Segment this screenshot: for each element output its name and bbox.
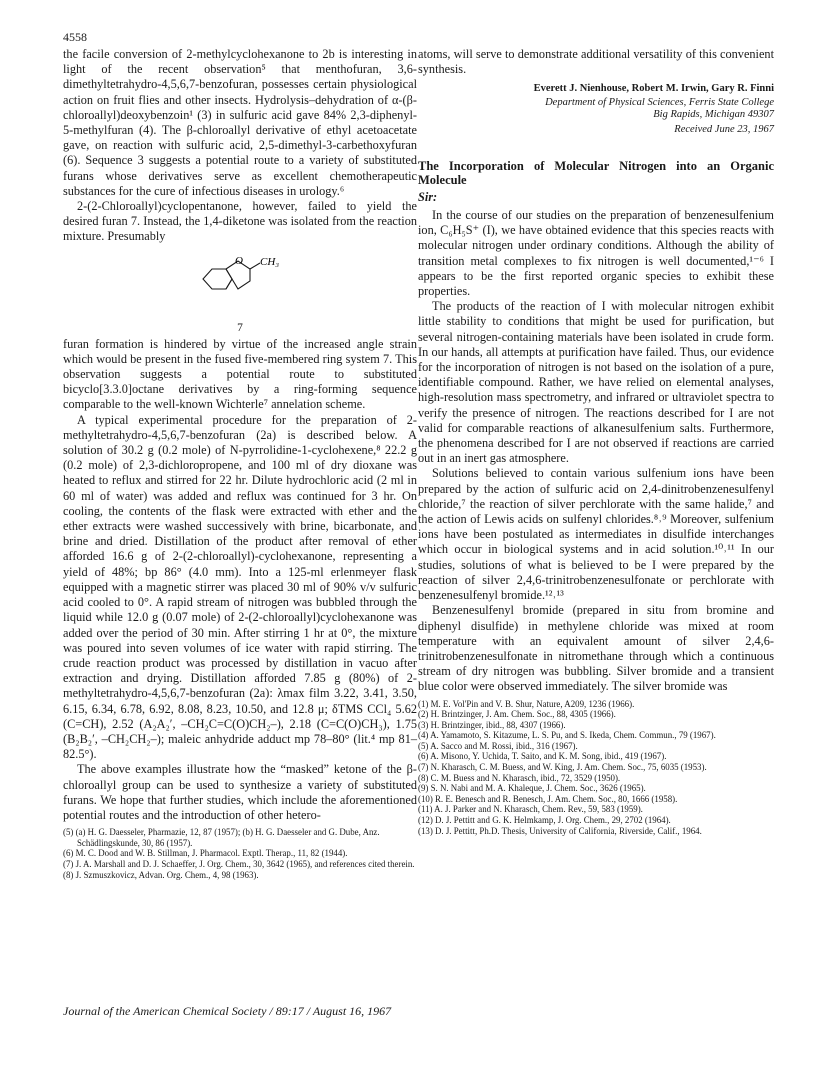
affiliation-location: Big Rapids, Michigan 49307 xyxy=(653,109,774,121)
reference-item: (8) C. M. Buess and N. Kharasch, ibid., 72, 3529 (1950). xyxy=(418,772,621,783)
paragraph: 2-(2-Chloroallyl)cyclopentanone, however, failed to yield the desired furan 7. Instead, the 1,4-diketone was isolated from the reaction mixture. Presumably xyxy=(63,199,417,244)
paragraph: the facile conversion of 2-methylcyclohexanone to 2b is interesting in light of the recent observation⁵ that menthofuran, 3,6-dimethyltetrahydro-4,5,6,7-benzofuran, possesses certain physiological action on fruit flies and other insects. Hydrolysis–dehydration of α-(β-chloroallyl)deoxybenzoin¹ (3) in sulfuric acid gave 84% 2,3-diphenyl-5-methylfuran (4). The β-chloroallyl derivative of ethyl acetoacetate gave, on reaction with sulfuric acid, 2,5-dimethyl-3-carbethoxyfuran (6). Sequence 3 suggests a potential route to a variety of substituted furans whose derivatives serve as excellent chemotherapeutic substances for the cure of infectious diseases in urology.⁶ xyxy=(63,47,417,198)
reference-item: (3) H. Brintzinger, ibid., 88, 4307 (1966). xyxy=(418,719,566,730)
reference-item: (10) R. E. Benesch and R. Benesch, J. Am. Chem. Soc., 80, 1666 (1958). xyxy=(418,793,678,804)
page-number: 4558 xyxy=(63,30,87,44)
reference-item: (12) D. J. Pettitt and G. K. Helmkamp, J. Org. Chem., 29, 2702 (1964). xyxy=(418,815,671,826)
journal-footer: Journal of the American Chemical Society / 89:17 / August 16, 1967 xyxy=(63,1004,392,1018)
salutation: Sir: xyxy=(418,189,438,204)
received-date: Received June 23, 1967 xyxy=(674,123,774,135)
reference-item: (13) D. J. Pettitt, Ph.D. Thesis, University of California, Riverside, Calif., 1964. xyxy=(418,825,702,836)
references-left xyxy=(63,827,417,880)
structure-drawing xyxy=(198,247,288,317)
chemical-structure-7 xyxy=(63,247,417,335)
paragraph: The products of the reaction of I with molecular nitrogen exhibit little stability to conditions that might be used for purification, but several nitrogen-containing materials have been isolated in crude form. In our hands, all attempts at purification have failed. Thus, our evidence for the incorporation of nitrogen is not based on the isolation of a pure, identifiable compound. Rather, we have relied on elemental analyses, high-resolution mass spectrometry, and infrared or ultraviolet spectra to verify the presence of nitrogen. The reactions described for I are not valid for comparable reactions of alkanesulfenium salts. Furthermore, the phenomena described for I are not observed if reactions are carried out in an inert gas atmosphere. xyxy=(418,299,774,466)
references-right xyxy=(418,699,774,837)
paragraph: furan formation is hindered by virtue of the increased angle strain which would be present in the fused five-membered ring system 7. This observation suggests a potential route to substituted bicyclo[3.3.0]octane derivatives by a ring-forming sequence comparable to the well-known Wichterle⁷ annelation scheme. xyxy=(63,336,417,412)
reference-item: (8) J. Szmuszkovicz, Advan. Org. Chem., 4, 98 (1963). xyxy=(63,869,259,880)
ring-oxygen-label: O xyxy=(235,254,243,267)
reference-item: (6) A. Misono, Y. Uchida, T. Saito, and K. M. Song, ibid., 419 (1967). xyxy=(418,751,667,762)
reference-item: (6) M. C. Dood and W. B. Stillman, J. Pharmacol. Exptl. Therap., 11, 82 (1944). xyxy=(63,848,348,859)
right-column xyxy=(418,47,774,836)
reference-item: (1) M. E. Vol'Pin and V. B. Shur, Nature, A209, 1236 (1966). xyxy=(418,698,635,709)
reference-item: (9) S. N. Nabi and M. A. Khaleque, J. Chem. Soc., 3626 (1965). xyxy=(418,783,646,794)
methyl-label: CH₃ xyxy=(260,255,280,268)
fused-bond xyxy=(226,269,232,289)
reference-item: (2) H. Brintzinger, J. Am. Chem. Soc., 88, 4305 (1966). xyxy=(418,709,616,720)
methyl-bond xyxy=(250,263,260,269)
authors: Everett J. Nienhouse, Robert M. Irwin, Gary R. Finni xyxy=(533,83,774,95)
reference-item: (11) A. J. Parker and N. Kharasch, Chem. Rev., 59, 583 (1959). xyxy=(418,804,643,815)
reference-item: (5) A. Sacco and M. Rossi, ibid., 316 (1967). xyxy=(418,740,578,751)
structure-label: 7 xyxy=(237,321,243,334)
paragraph: The above examples illustrate how the “masked” ketone of the β-chloroallyl group can be used to synthesize a variety of substituted furans. We hope that further studies, which include the aforementioned potential routes and the introduction of other hetero- xyxy=(63,762,417,822)
reference-item: (4) A. Yamamoto, S. Kitazume, L. S. Pu, and S. Ikeda, Chem. Commun., 79 (1967). xyxy=(418,730,716,741)
paragraph: Benzenesulfenyl bromide (prepared in situ from bromine and diphenyl disulfide) in methylene chloride was mixed at room temperature with an equivalent amount of silver 2,4,6-trinitrobenzenesulfonate in nitromethane through which a continuous stream of dry nitrogen was bubbling. Silver bromide and a transient blue color were observed immediately. The silver bromide was xyxy=(418,603,774,694)
paragraph: atoms, will serve to demonstrate additional versatility of this convenient synthesis. xyxy=(418,47,774,77)
paragraph: In the course of our studies on the preparation of benzenesulfenium ion, C₆H₅S⁺ (I), we have obtained evidence that this species reacts with molecular nitrogen under ordinary conditions. Although the ability of transition metal complexes to fix nitrogen is well documented,¹⁻⁶ I appears to be the first reported organic species to exhibit these properties. xyxy=(418,208,774,299)
article-title: The Incorporation of Molecular Nitrogen into an Organic Molecule xyxy=(418,158,774,188)
reference-item: (7) N. Kharasch, C. M. Buess, and W. King, J. Am. Chem. Soc., 75, 6035 (1953). xyxy=(418,762,707,773)
reference-item: (5) (a) H. G. Daesseler, Pharmazie, 12, 87 (1957); (b) H. G. Daesseler and G. Dube, Anz. Schädlingskunde, 30, 86 (1957). xyxy=(63,827,380,848)
affiliation: Department of Physical Sciences, Ferris State College xyxy=(545,96,774,108)
paragraph: A typical experimental procedure for the preparation of 2-methyltetrahydro-4,5,6,7-benzofuran (2a) is described below. A solution of 30.2 g (0.2 mole) of N-pyrrolidine-1-cyclohexene,⁸ 22.2 g (0.2 mole) of 2,3-dichloropropene, and 100 ml of dry dioxane was heated to reflux and stirred for 22 hr. Dilute hydrochloric acid (2 ml in 60 ml of water) was added and reflux was continued for 3 hr. On cooling, the contents of the flask were extracted with ether and the ether extracts were washed successively with brine, bicarbonate, and brine and dried. Distillation of the product after removal of ether afforded 16.6 g of 2-(2-chloroallyl)-cyclohexanone, representing a yield of 48%; bp 86° (4.0 mm). Into a 125-ml erlenmeyer flask equipped with a magnetic stirrer was placed 30 ml of 90% v/v sulfuric acid cooled to 0°. A rapid stream of nitrogen was bubbled through the liquid while 12.0 g (0.07 mole) of 2-(2-chloroallyl)cyclohexanone was added over the period of 30 min. After stirring 1 hr at 0°, the mixture was poured into seven volumes of ice water with rapid stirring. The crude reaction product was processed by distillation in vacuo after extraction and drying. Distillation afforded 7.85 g (80%) of 2-methyltetrahydro-4,5,6,7-benzofuran (2a): λmax film 3.22, 3.41, 3.50, 6.15, 6.34, 6.78, 6.92, 8.08, 8.23, 10.50, and 12.8 μ; δTMS CCl₄ 5.62 (C=CH), 2.52 (A₂A₂′, –CH₂C=C(O)CH₂–), 2.18 (C=C(O)CH₃), 1.75 (B₂B₂′, –CH₂CH₂–); maleic anhydride adduct mp 78–80° (lit.⁴ mp 81–82.5°). xyxy=(63,412,417,762)
reference-item: (7) J. A. Marshall and D. J. Schaeffer, J. Org. Chem., 30, 3642 (1965), and references cited therein. xyxy=(63,858,415,869)
left-column xyxy=(63,47,417,880)
paragraph: Solutions believed to contain various sulfenium ions have been prepared by the action of sulfuric acid on 2,4-dinitrobenzenesulfenyl chloride,⁷ the reaction of silver perchlorate with the same halide,⁷ and the action of Lewis acids on sulfenyl chlorides.⁸˒⁹ Moreover, sulfenium ions have been postulated as intermediates in disulfide interchanges which occur in biological systems and in acid solution.¹⁰˒¹¹ In our studies, solutions of what is believed to be I were prepared by the reaction of silver 2,4,6-trinitrobenzenesulfonate or perchlorate with benzenesulfenyl bromide.¹²˒¹³ xyxy=(418,466,774,603)
